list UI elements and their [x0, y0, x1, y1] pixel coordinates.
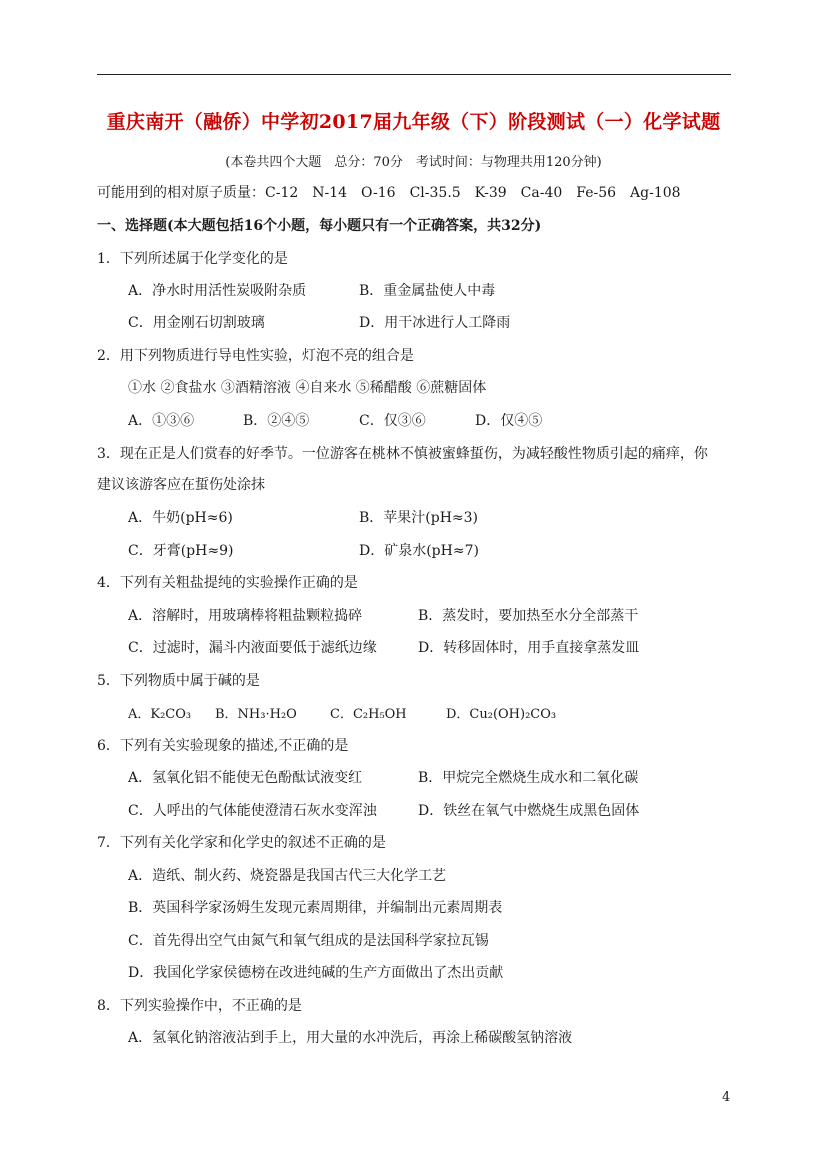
q2-option-c: C．仅③⑥	[359, 413, 426, 429]
q4-option-d: D．转移固体时，用手直接拿蒸发皿	[418, 640, 640, 656]
q6-option-d: D．铁丝在氧气中燃烧生成黑色固体	[418, 803, 640, 819]
q5-option-d: D．Cu₂(OH)₂CO₃	[446, 707, 557, 722]
question-5: 5．下列物质中属于碱的是	[97, 673, 260, 689]
exam-info: (本卷共四个大题 总分：70分 考试时间：与物理共用120分钟)	[225, 155, 602, 170]
question-2: 2．用下列物质进行导电性实验，灯泡不亮的组合是	[97, 348, 414, 364]
q2-substance-list: ①水 ②食盐水 ③酒精溶液 ④自来水 ⑤稀醋酸 ⑥蔗糖固体	[128, 380, 487, 396]
page-title: 重庆南开（融侨）中学初2017届九年级（下）阶段测试（一）化学试题	[106, 111, 721, 133]
q1-option-b: B．重金属盐使人中毒	[359, 283, 496, 299]
q3-option-c: C．牙膏(pH≈9)	[128, 543, 234, 559]
q1-option-a: A．净水时用活性炭吸附杂质	[128, 283, 307, 299]
q6-option-a: A．氢氧化铝不能使无色酚酞试液变红	[128, 770, 363, 786]
q2-option-d: D．仅④⑤	[475, 413, 543, 429]
q5-option-c: C．C₂H₅OH	[330, 707, 407, 722]
question-4: 4．下列有关粗盐提纯的实验操作正确的是	[97, 575, 358, 591]
q3-option-a: A．牛奶(pH≈6)	[128, 510, 233, 526]
question-1: 1．下列所述属于化学变化的是	[97, 251, 288, 267]
q7-option-a: A．造纸、制火药、烧瓷器是我国古代三大化学工艺	[128, 868, 447, 884]
q1-option-c: C．用金刚石切割玻璃	[128, 315, 265, 331]
q8-option-a: A．氢氧化钠溶液沾到手上，用大量的水冲洗后，再涂上稀碳酸氢钠溶液	[128, 1030, 573, 1046]
header-rule	[97, 74, 731, 75]
q7-option-c: C．首先得出空气由氮气和氧气组成的是法国科学家拉瓦锡	[128, 933, 489, 949]
question-6: 6．下列有关实验现象的描述,不正确的是	[97, 738, 349, 754]
q1-option-d: D．用干冰进行人工降雨	[359, 315, 511, 331]
q7-option-d: D．我国化学家侯德榜在改进纯碱的生产方面做出了杰出贡献	[128, 965, 504, 981]
q6-option-b: B．甲烷完全燃烧生成水和二氧化碳	[418, 770, 639, 786]
q7-option-b: B．英国科学家汤姆生发现元素周期律，并编制出元素周期表	[128, 900, 503, 916]
question-3: 3．现在正是人们赏春的好季节。一位游客在桃林不慎被蜜蜂蜇伤，为减轻酸性物质引起的痛痒，你	[97, 446, 708, 462]
q3-option-d: D．矿泉水(pH≈7)	[359, 543, 479, 559]
q4-option-c: C．过滤时，漏斗内液面要低于滤纸边缘	[128, 640, 377, 656]
section-heading: 一、选择题(本大题包括16个小题，每小题只有一个正确答案，共32分)	[97, 218, 542, 234]
q6-option-c: C．人呼出的气体能使澄清石灰水变浑浊	[128, 803, 377, 819]
atomic-masses: 可能用到的相对原子质量：C-12 N-14 O-16 Cl-35.5 K-39 Ca-40 Fe-56 Ag-108	[97, 185, 681, 201]
question-7: 7．下列有关化学家和化学史的叙述不正确的是	[97, 835, 386, 851]
q5-option-b: B．NH₃·H₂O	[215, 707, 297, 722]
q5-option-a: A．K₂CO₃	[128, 707, 192, 722]
q3-option-b: B．苹果汁(pH≈3)	[359, 510, 479, 526]
q4-option-a: A．溶解时，用玻璃棒将粗盐颗粒捣碎	[128, 608, 363, 624]
q2-option-a: A．①③⑥	[128, 413, 195, 429]
question-8: 8．下列实验操作中，不正确的是	[97, 998, 302, 1014]
question-3-continued: 建议该游客应在蜇伤处涂抹	[97, 477, 265, 493]
page-number: 4	[722, 1090, 731, 1105]
q4-option-b: B．蒸发时，要加热至水分全部蒸干	[418, 608, 639, 624]
q2-option-b: B．②④⑤	[243, 413, 310, 429]
